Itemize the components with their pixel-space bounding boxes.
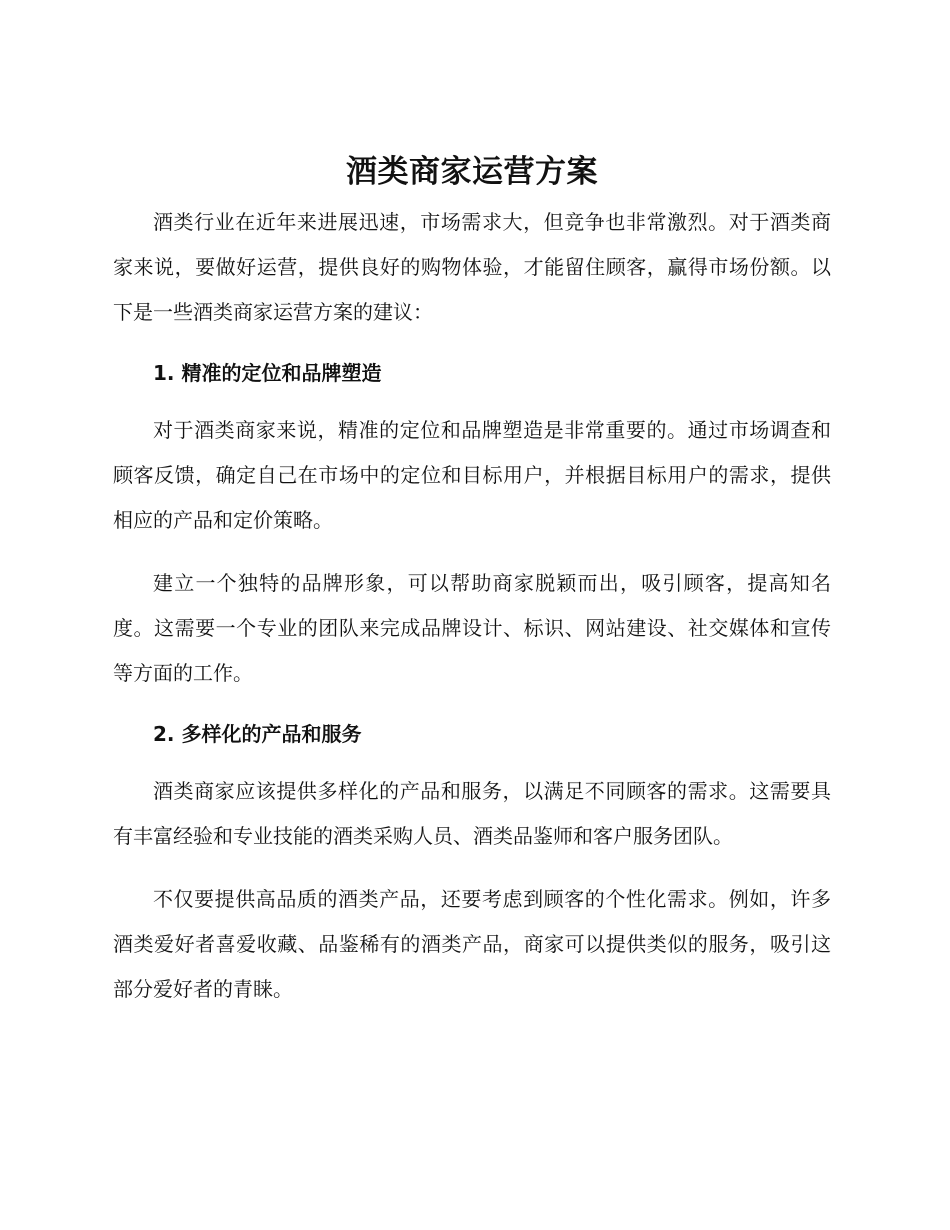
document-title: 酒类商家运营方案 xyxy=(346,154,598,190)
section-paragraph: 酒类商家应该提供多样化的产品和服务，以满足不同顾客的需求。这需要具有丰富经验和专业技能的酒类采购人员、酒类品鉴师和客户服务团队。 xyxy=(113,779,831,848)
document-body xyxy=(113,150,831,1030)
section-paragraph: 建立一个独特的品牌形象，可以帮助商家脱颖而出，吸引顾客，提高知名度。这需要一个专业的团队来完成品牌设计、标识、网站建设、社交媒体和宣传等方面的工作。 xyxy=(113,571,831,685)
section-products-services xyxy=(113,714,831,1012)
section-heading: 1. 精准的定位和品牌塑造 xyxy=(153,361,382,385)
section-positioning-branding xyxy=(113,353,831,696)
intro-paragraph: 酒类行业在近年来进展迅速，市场需求大，但竞争也非常激烈。对于酒类商家来说，要做好运营，提供良好的购物体验，才能留住顾客，赢得市场份额。以下是一些酒类商家运营方案的建议： xyxy=(113,210,831,324)
section-paragraph: 不仅要提供高品质的酒类产品，还要考虑到顾客的个性化需求。例如，许多酒类爱好者喜爱收藏、品鉴稀有的酒类产品，商家可以提供类似的服务，吸引这部分爱好者的青睐。 xyxy=(113,887,831,1001)
section-heading: 2. 多样化的产品和服务 xyxy=(153,722,362,746)
section-paragraph: 对于酒类商家来说，精准的定位和品牌塑造是非常重要的。通过市场调查和顾客反馈，确定自己在市场中的定位和目标用户，并根据目标用户的需求，提供相应的产品和定价策略。 xyxy=(113,418,831,532)
